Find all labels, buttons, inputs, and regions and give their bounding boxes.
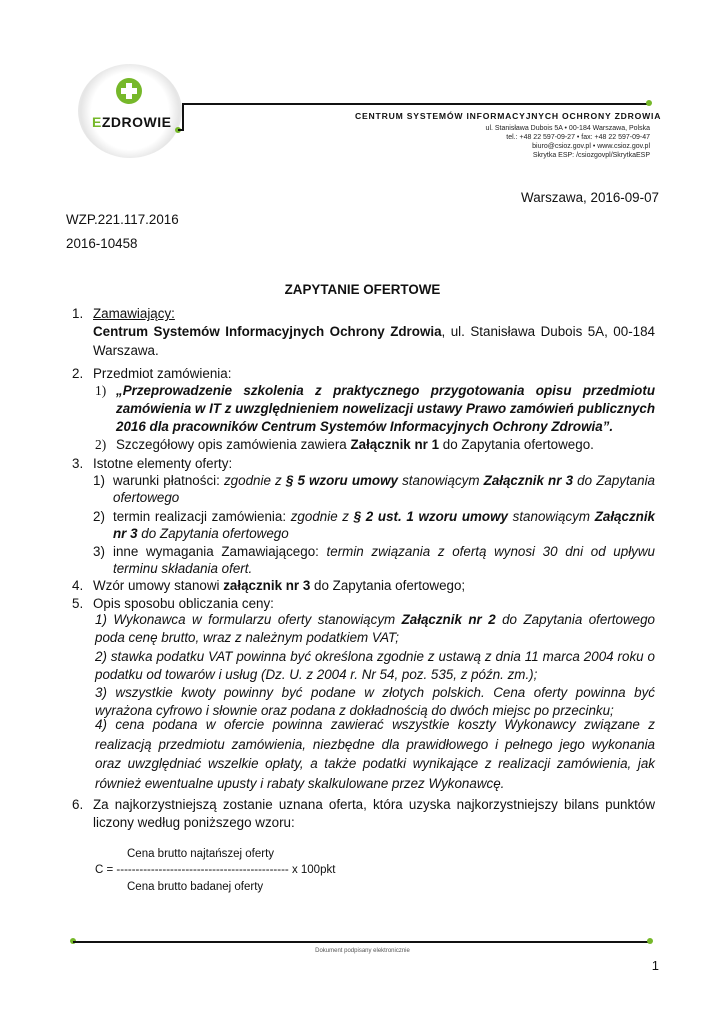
section-2-1-text: „Przeprowadzenie szkolenia z praktycznego przygotowania opisu przedmiotu zamówienia w IT z uwzględnieniem nowelizacji ustawy Prawo zamówień publicznych 2016 dla pracowników Centrum Systemów Informacyjnych Ochrony Zdrowia”. (116, 383, 655, 434)
section-number: 5. (72, 596, 84, 611)
signature-note: Dokument podpisany elektronicznie (315, 948, 410, 954)
header-dot-right (646, 100, 652, 106)
section-6-text: Za najkorzystniejszą zostanie uznana oferta, która uzyska najkorzystniejszy bilans punktów liczony według poniższego wzoru: (93, 797, 655, 830)
header-rule (182, 103, 648, 105)
case-number: 2016-10458 (66, 236, 138, 251)
document-date: Warszawa, 2016-09-07 (521, 190, 659, 205)
section-2-label: Przedmiot zamówienia: (93, 366, 232, 381)
section-4-text: Wzór umowy stanowi załącznik nr 3 do Zapytania ofertowego; (93, 578, 466, 593)
list-number: 2) (93, 509, 105, 524)
footer-dot-right (647, 938, 653, 944)
section-5-3-text: 3) wszystkie kwoty powinny być podane w złotych polskich. Cena oferty powinna być wyrażona cyfrowo i słownie oraz podana z dokładnością do dwóch miejsc po przecinku; (95, 685, 655, 718)
list-number: 2) (95, 437, 107, 452)
section-number: 3. (72, 456, 84, 471)
section-5-4-text: 4) cena podana w ofercie powinna zawierać wszystkie koszty Wykonawcy związane z realizacją przedmiotu zamówienia, niezbędne dla prawidłowego i pełnego jego wykonania oraz uwzględniać wszelkie opłaty, a także podatki wynikające z realizacji zamówienia, jak również ewentualne upusty i rabaty skalkulowane przez Wykonawcę. (95, 717, 655, 791)
section-3-2-text: termin realizacji zamówienia: zgodnie z § 2 ust. 1 wzoru umowy stanowiącym Załącznik nr 3 do Zapytania ofertowego (113, 509, 655, 541)
page-title: ZAPYTANIE OFERTOWE (284, 282, 441, 297)
list-number: 3) (93, 544, 105, 559)
section-number: 4. (72, 578, 84, 593)
section-1-text: Centrum Systemów Informacyjnych Ochrony Zdrowia, ul. Stanisława Dubois 5A, 00-184 Warszawa. (93, 324, 655, 358)
section-3-3-text: inne wymagania Zamawiającego: termin związania z ofertą wynosi 30 dni od upływu terminu składania ofert. (113, 544, 655, 576)
section-number: 6. (72, 797, 84, 812)
formula-line: C = --------------------------------------------- x 100pkt (95, 864, 336, 876)
section-number: 1. (72, 306, 84, 321)
section-5-label: Opis sposobu obliczania ceny: (93, 596, 274, 611)
logo (78, 64, 182, 158)
organization-name: CENTRUM SYSTEMÓW INFORMACYJNYCH OCHRONY ZDROWIA (355, 111, 662, 121)
section-3-label: Istotne elementy oferty: (93, 456, 233, 471)
formula-denominator: Cena brutto badanej oferty (127, 881, 264, 893)
section-1-label: Zamawiający: (93, 306, 175, 321)
logo-text: EZDROWIE (92, 114, 172, 130)
formula-numerator: Cena brutto najtańszej oferty (127, 848, 275, 860)
footer-rule (73, 941, 649, 943)
section-2-2-text: Szczegółowy opis zamówienia zawiera Załącznik nr 1 do Zapytania ofertowego. (116, 437, 594, 452)
page-number: 1 (651, 958, 659, 973)
list-number: 1) (95, 383, 107, 398)
section-5-1-text: 1) Wykonawca w formularzu oferty stanowiącym Załącznik nr 2 do Zapytania ofertowego poda cenę brutto, wraz z należnym podatkiem VAT; (95, 612, 655, 645)
header-rule-connector (182, 103, 184, 131)
medical-cross-icon (116, 78, 142, 104)
section-number: 2. (72, 366, 84, 381)
reference-number: WZP.221.117.2016 (66, 212, 179, 227)
section-5-2-text: 2) stawka podatku VAT powinna być określona zgodnie z ustawą z dnia 11 marca 2004 roku o podatku od towarów i usług (Dz. U. z 2004 r. Nr 54, poz. 535, z późn. zm.); (95, 649, 655, 682)
list-number: 1) (93, 473, 105, 488)
organization-address: ul. Stanisława Dubois 5A • 00-184 Warszawa, Polska tel.: +48 22 597-09-27 • fax: +48 22 597-09-47 biuro@csioz.gov.pl • www.csioz.gov.pl Skrytka ESP: /csiozgovpl/SkrytkaESP (485, 125, 650, 159)
section-3-1-text: warunki płatności: zgodnie z § 5 wzoru umowy stanowiącym Załącznik nr 3 do Zapytania ofertowego (113, 473, 655, 505)
